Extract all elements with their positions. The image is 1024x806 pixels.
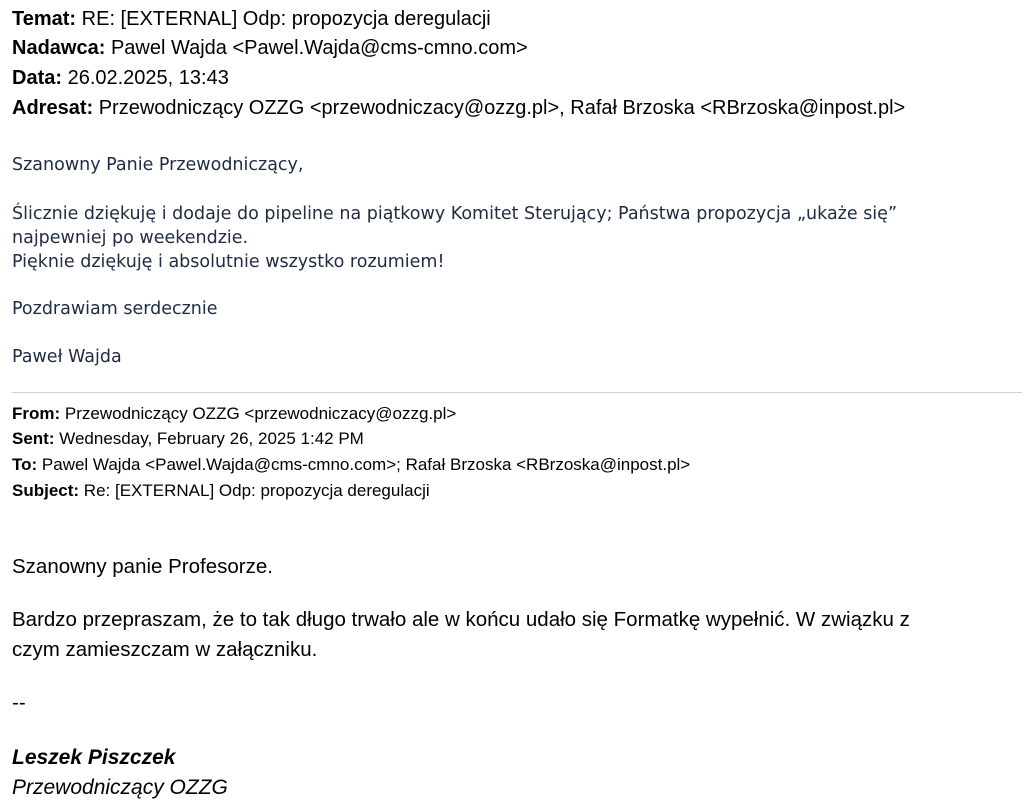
forwarded-from-value: Przewodniczący OZZG <przewodniczacy@ozzg.pl>	[64, 404, 457, 423]
forwarded-subject	[12, 480, 430, 502]
forwarded-to-value: Pawel Wajda <Pawel.Wajda@cms-cmno.com>; Rafał Brzoska <RBrzoska@inpost.pl>	[41, 455, 691, 474]
forwarded-sent	[12, 428, 364, 450]
header-date	[12, 66, 229, 90]
forwarded-subject-value: Re: [EXTERNAL] Odp: propozycja deregulacji	[83, 481, 430, 500]
original-greeting: Szanowny panie Profesorze.	[12, 555, 273, 578]
header-date-label: Data:	[12, 67, 63, 89]
header-sender-value: Pawel Wajda <Pawel.Wajda@cms-cmno.com>	[110, 37, 528, 59]
original-line-2: czym zamieszczam w załączniku.	[12, 638, 318, 661]
original-signature-name: Leszek Piszczek	[12, 746, 176, 769]
reply-closing: Pozdrawiam serdecznie	[12, 299, 218, 319]
forwarded-from	[12, 403, 456, 425]
header-recipient-value: Przewodniczący OZZG <przewodniczacy@ozzg.pl>, Rafał Brzoska <RBrzoska@inpost.pl>	[98, 97, 906, 119]
header-sender	[12, 36, 528, 60]
reply-line-2: najpewniej po weekendzie.	[12, 228, 249, 248]
reply-greeting: Szanowny Panie Przewodniczący,	[12, 155, 304, 175]
forwarded-sent-label: Sent:	[12, 429, 55, 448]
header-recipient	[12, 96, 905, 120]
original-separator: --	[12, 691, 26, 714]
header-recipient-label: Adresat:	[12, 97, 94, 119]
forwarded-to	[12, 454, 690, 476]
original-signature-title: Przewodniczący OZZG	[12, 776, 228, 799]
header-date-value: 26.02.2025, 13:43	[67, 67, 229, 89]
header-sender-label: Nadawca:	[12, 37, 106, 59]
forwarded-sent-value: Wednesday, February 26, 2025 1:42 PM	[59, 429, 364, 448]
forwarded-subject-label: Subject:	[12, 481, 80, 500]
reply-line-3: Pięknie dziękuję i absolutnie wszystko rozumiem!	[12, 252, 445, 272]
header-subject	[12, 7, 491, 31]
reply-line-1: Ślicznie dziękuję i dodaje do pipeline na piątkowy Komitet Sterujący; Państwa propozycja „ukaże się”	[12, 204, 898, 224]
message-divider	[12, 392, 1022, 393]
original-line-1: Bardzo przepraszam, że to tak długo trwało ale w końcu udało się Formatkę wypełnić. W związku z	[12, 608, 910, 631]
forwarded-from-label: From:	[12, 404, 61, 423]
reply-signature: Paweł Wajda	[12, 347, 122, 367]
header-subject-label: Temat:	[12, 8, 77, 30]
header-subject-value: RE: [EXTERNAL] Odp: propozycja deregulacji	[81, 8, 491, 30]
forwarded-to-label: To:	[12, 455, 38, 474]
